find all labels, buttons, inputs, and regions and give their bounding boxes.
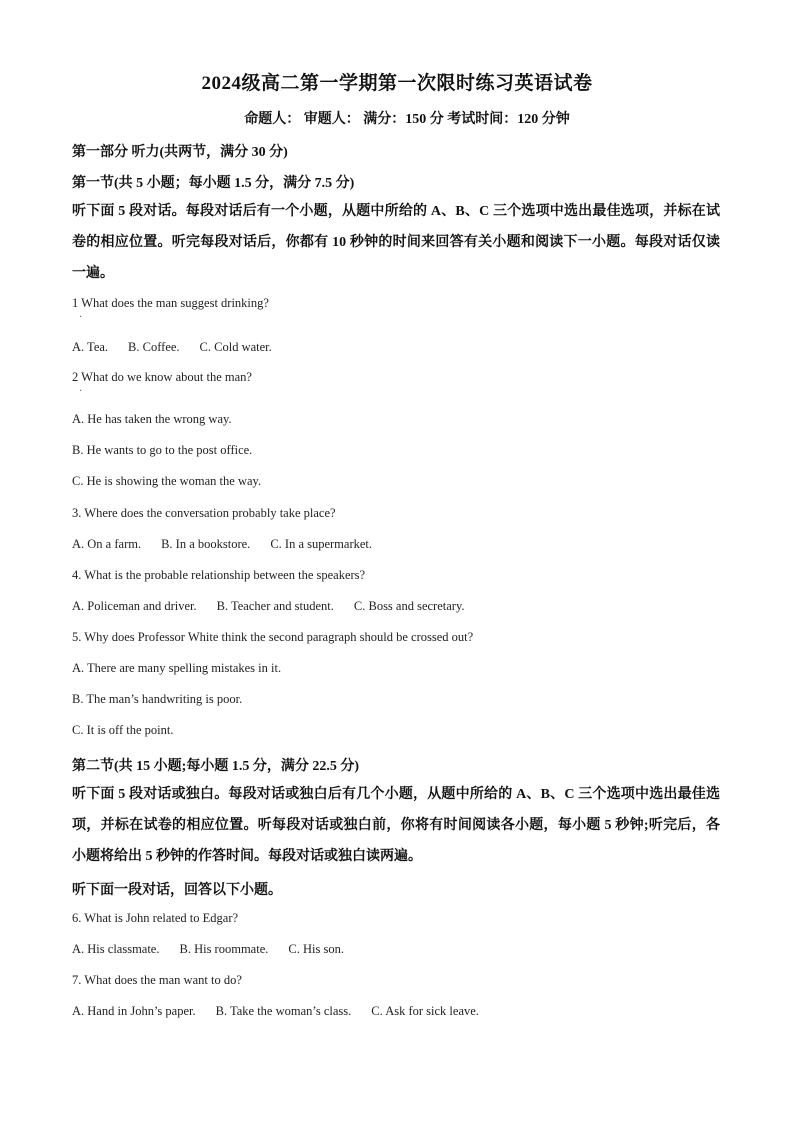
- section1-instruction: 听下面 5 段对话。每段对话后有一个小题，从题中所给的 A、B、C 三个选项中选出最佳选项，并标在试卷的相应位置。听完每段对话后，你都有 10 秒钟的时间来回答有关小题和阅读下一小题。每段对话仅读一遍。: [72, 204, 720, 281]
- option: A. Policeman and driver.: [72, 599, 197, 613]
- option: C. He is showing the woman the way.: [72, 474, 262, 488]
- section2-instruction: 听下面 5 段对话或独白。每段对话或独白后有几个小题，从题中所给的 A、B、C 三个选项中选出最佳选项，并标在试卷的相应位置。听每段对话或独白前，你将有时间阅读各小题，每小题 5 秒钟;听完后，各小题将给出 5 秒钟的作答时间。每段对话或独白读两遍。: [72, 787, 720, 864]
- option: B. Take the woman’s class.: [215, 1004, 352, 1018]
- question-1-options: [72, 340, 292, 355]
- option: A. He has taken the wrong way.: [72, 412, 232, 426]
- option: B. Teacher and student.: [216, 599, 334, 613]
- section2-subinstruction: 听下面一段对话，回答以下小题。: [72, 883, 282, 898]
- option: C. Ask for sick leave.: [371, 1004, 479, 1018]
- question-1: 1 What does the man suggest drinking?: [72, 296, 269, 310]
- question-4-options: [72, 599, 485, 614]
- option: A. Tea.: [72, 340, 109, 354]
- option: C. It is off the point.: [72, 723, 174, 737]
- option: A. There are many spelling mistakes in it.: [72, 661, 282, 675]
- option: A. On a farm.: [72, 537, 142, 551]
- option: A. Hand in John’s paper.: [72, 1004, 196, 1018]
- option: A. His classmate.: [72, 942, 160, 956]
- option: C. Boss and secretary.: [353, 599, 465, 613]
- option: C. His son.: [288, 942, 344, 956]
- option: B. The man’s handwriting is poor.: [72, 692, 243, 706]
- question-4: 4. What is the probable relationship between the speakers?: [72, 568, 366, 582]
- option: C. Cold water.: [199, 340, 272, 354]
- question-7-options: [72, 1004, 499, 1019]
- option: C. In a supermarket.: [270, 537, 373, 551]
- option: B. He wants to go to the post office.: [72, 443, 253, 457]
- question-3-options: [72, 537, 392, 552]
- exam-info: 命题人： 审题人： 满分：150 分 考试时间：120 分钟: [244, 112, 570, 127]
- option: B. His roommate.: [179, 942, 269, 956]
- question-3: 3. Where does the conversation probably take place?: [72, 506, 336, 520]
- marker-dot: ·: [79, 386, 83, 397]
- question-2: 2 What do we know about the man?: [72, 370, 252, 384]
- question-5: 5. Why does Professor White think the second paragraph should be crossed out?: [72, 630, 474, 644]
- section1-heading: 第一节(共 5 小题；每小题 1.5 分，满分 7.5 分): [72, 176, 355, 191]
- option: B. In a bookstore.: [161, 537, 251, 551]
- option: B. Coffee.: [128, 340, 180, 354]
- question-6-options: [72, 942, 364, 957]
- marker-dot: ·: [79, 312, 83, 323]
- question-6: 6. What is John related to Edgar?: [72, 911, 239, 925]
- page-title: 2024级高二第一学期第一次限时练习英语试卷: [201, 73, 593, 94]
- part1-heading: 第一部分 听力(共两节，满分 30 分): [72, 145, 288, 160]
- section2-heading: 第二节(共 15 小题;每小题 1.5 分，满分 22.5 分): [72, 759, 359, 774]
- question-7: 7. What does the man want to do?: [72, 973, 242, 987]
